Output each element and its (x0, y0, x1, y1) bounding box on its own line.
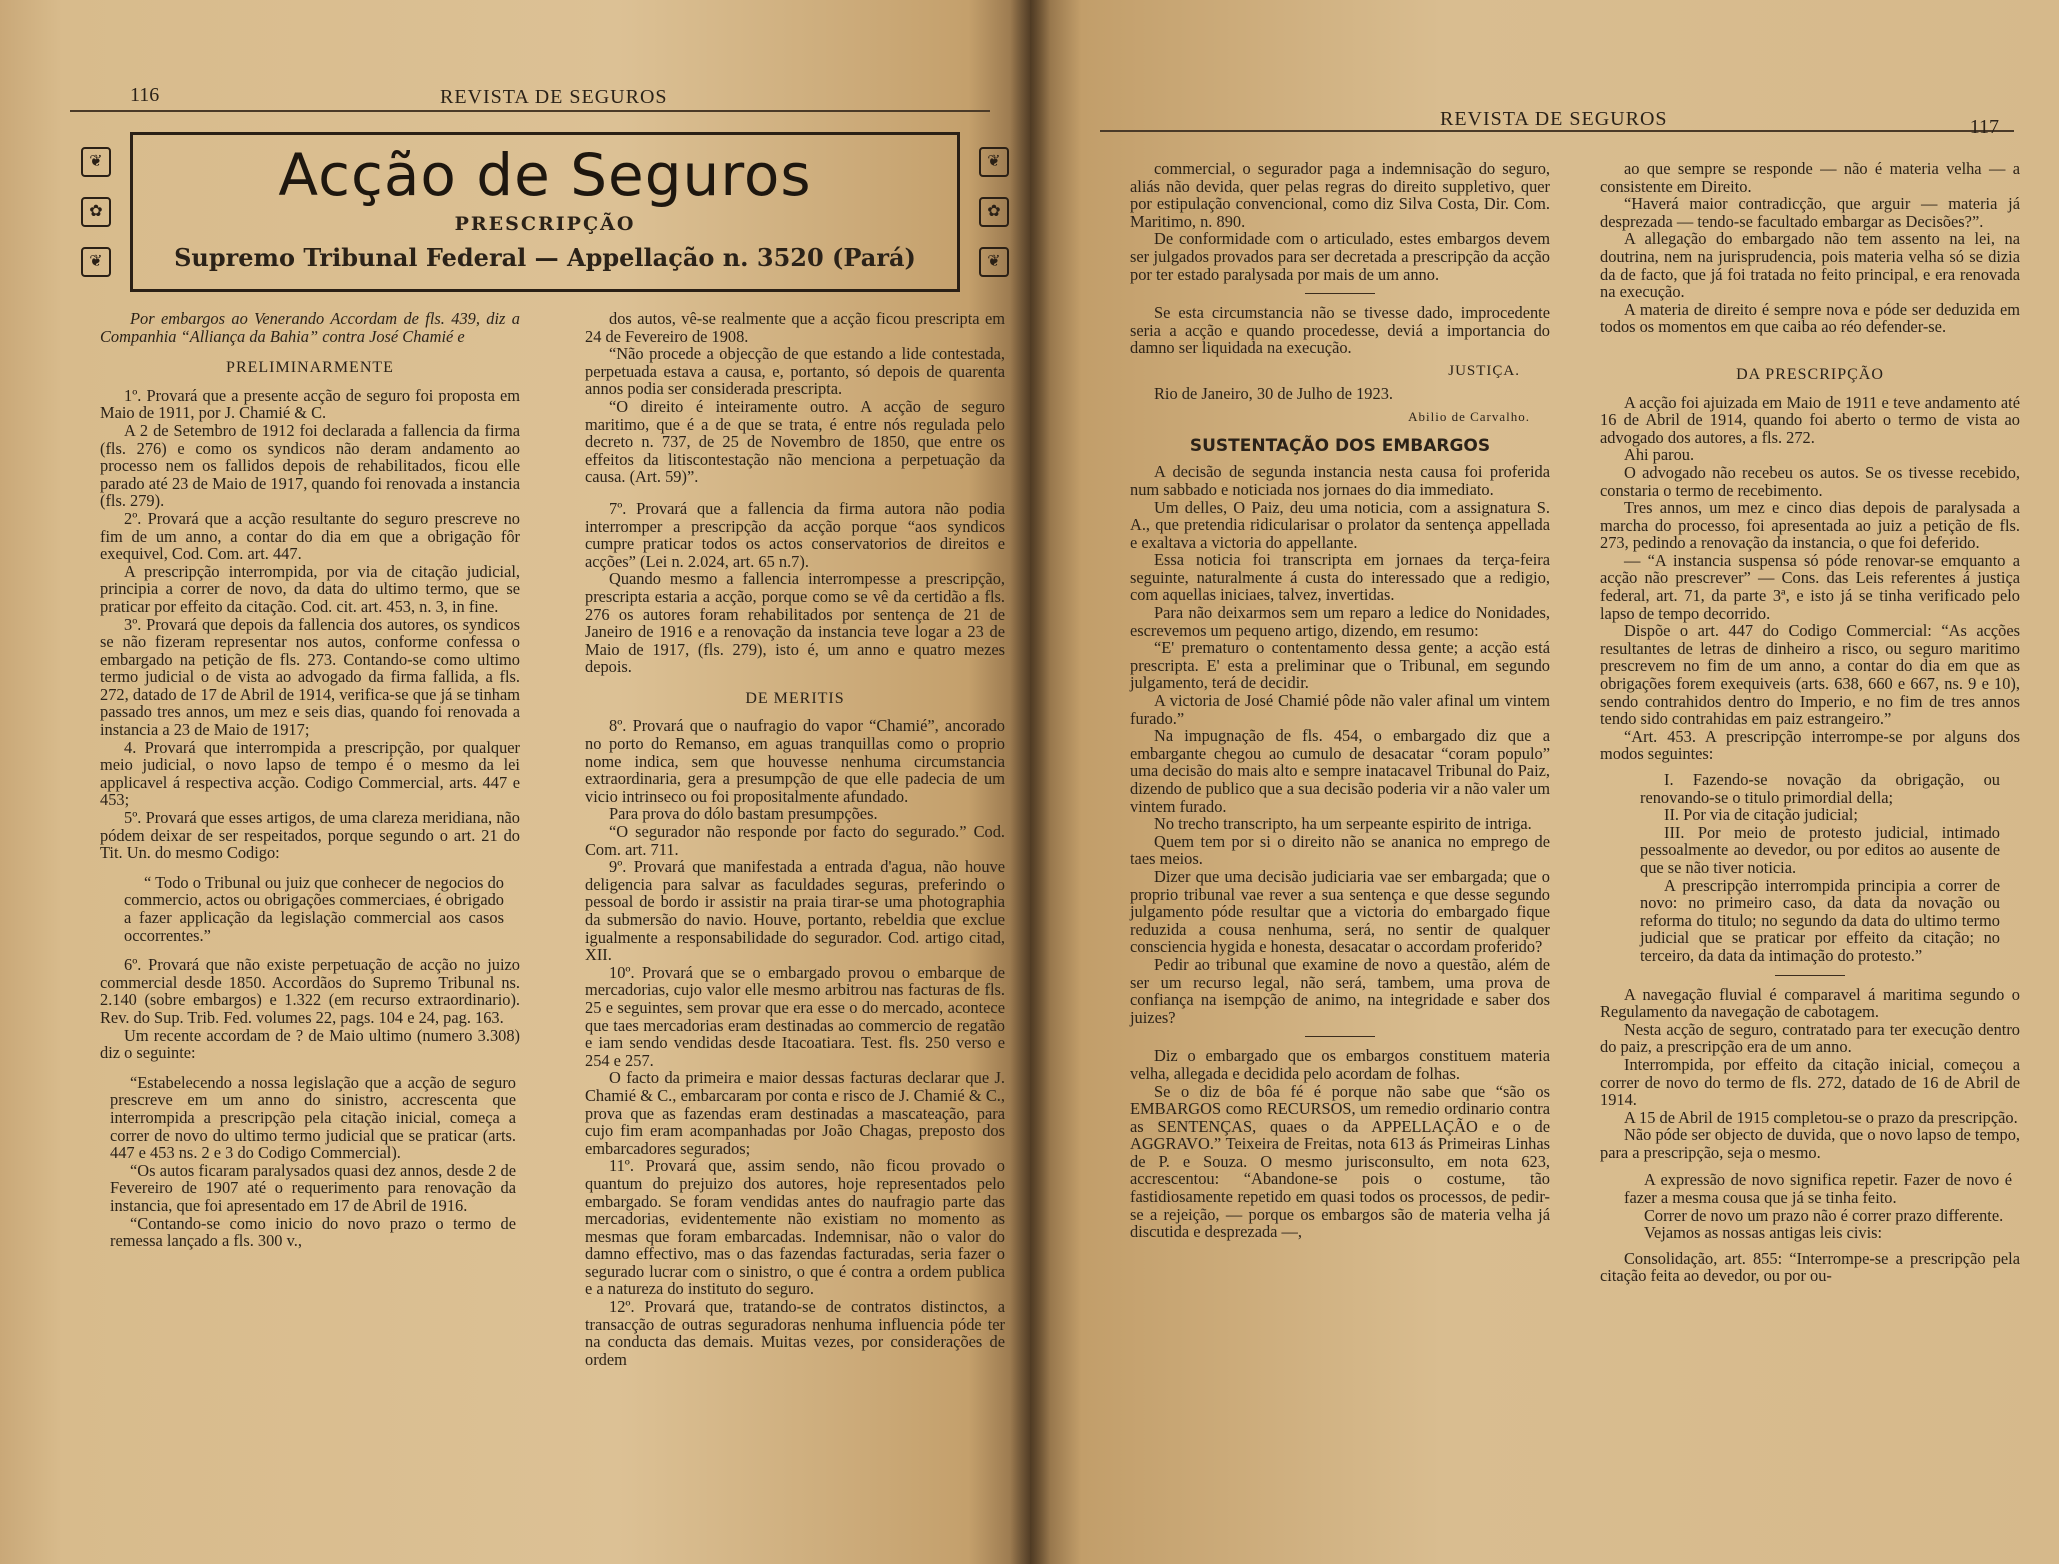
page-number: 116 (130, 84, 160, 106)
paragraph: Quem tem por si o direito não se ananica no emprego de taes meios. (1130, 831, 1550, 869)
section-heading: DA PRESCRIPÇÃO (1736, 365, 1884, 383)
ornament-icon: ❦ (979, 147, 1009, 177)
date-line: Rio de Janeiro, 30 de Julho de 1923. (1154, 383, 1393, 403)
right-page (1030, 0, 2059, 1564)
paragraph: Na impugnação de fls. 454, o embargado diz que a embargante chegou ao cumulo de desacatar “coram populo” uma decisão do mais alto e sempre inatacavel Tribunal do Paiz, dizendo de publico que a sua decisão poderia vir a não valer um vintem furado. (1130, 726, 1550, 816)
paragraph: 12º. Provará que, tratando-se de contratos distinctos, a transacção de outras seguradoras nenhuma influencia póde ter na conducta das demais. Muitas vezes, por considerações de ordem (585, 1297, 1005, 1369)
paragraph: A acção foi ajuizada em Maio de 1911 e teve andamento até 16 de Abril de 1914, quando foi aberto o termo de vista ao advogado dos autores, a fls. 272. (1600, 392, 2020, 447)
paragraph: “O direito é inteiramente outro. A acção de seguro maritimo, que é a de que se trata, é entre nós regulada pelo decreto n. 737, de 25 de Novembro de 1850, que entre os effeitos da litiscontestação não menciona a perpetuação da causa. (Art. 59)”. (585, 396, 1005, 487)
paragraph: Pedir ao tribunal que examine de novo a questão, além de ser um recurso legal, não será, tambem, uma prova de confiança na isempção de animo, na integridade e saber dos juizes? (1130, 954, 1550, 1027)
paragraph: A prescripção interrompida, por via de citação judicial, principia a correr de novo, da data do ultimo termo, que se praticar por effeito da citação. Cod. cit. art. 453, n. 3, in fine. (100, 561, 520, 616)
paragraph: Se o diz de bôa fé é porque não sabe que “são os EMBARGOS como RECURSOS, um remedio ordinario contra as SENTENÇAS, quaes o da APPELLAÇÃO e o de AGGRAVO.” Teixeira de Freitas, nota 613 ás Primeiras Linhas de P. e Souza. O mesmo jurisconsulto, em nota 623, accrescentou: “Abandone-se pois o costume, tão fastidiosamente repetido em quasi todos os processos, de pedir-se a rejeição, — porque os embargos são de materia velha já discutida e desprezada —, (1130, 1081, 1550, 1242)
section-heading: PRELIMINARMENTE (226, 359, 394, 377)
paragraph: 11º. Provará que, assim sendo, não ficou provado o quantum do prejuizo dos autores, hoje representados pelo embargado. Se foram vendidas antes do naufragio parte das mercadorias, evidentemente não existiam no momento as mesmas que foram embarcadas. Indemnisar, não o valor do damno effectivo, mas o das fazendas facturadas, seria fazer o segurado lucrar com o sinistro, o que é contra a ordem publica e a natureza do instituto do seguro. (585, 1156, 1005, 1299)
court-line: Supremo Tribunal Federal — Appellação n. 3520 (Pará) (174, 243, 916, 272)
divider (1305, 1036, 1375, 1037)
paragraph: dos autos, vê-se realmente que a acção ficou prescripta em 24 de Fevereiro de 1908. (585, 309, 1005, 346)
paragraph: — “A instancia suspensa só póde renovar-se emquanto a acção não prescrever” — Cons. das Leis referentes á justiça federal, art. 71, da parte 3ª, e isto já se tinha verificado pelo lapso de tempo decorrido. (1600, 550, 2020, 623)
paragraph: “Art. 453. A prescripção interrompe-se por alguns dos modos seguintes: (1600, 726, 2020, 764)
paragraph: A navegação fluvial é comparavel á maritima segundo o Regulamento da navegação de cabotagem. (1600, 984, 2020, 1022)
block-quote (1624, 1171, 2012, 1241)
paragraph: Quando mesmo a fallencia interrompesse a prescripção, prescripta estaria a acção, porque como se vê da certidão a fls. 276 os autores foram rehabilitados por sentença de 21 de Janeiro de 1916 e a renovação da instancia teve logar a 23 de Maio de 1917, (fls. 279), isto é, um anno e quatro mezes depois. (585, 569, 1005, 677)
paragraph: 2º. Provará que a acção resultante do seguro prescreve no fim de um anno, a contar do dia em que a obrigação fôr exequivel, Cod. Com. art. 447. (100, 508, 520, 564)
paragraph: Nesta acção de seguro, contratado para ter execução dentro do paiz, a prescripção era de um anno. (1600, 1019, 2020, 1057)
paragraph: 10º. Provará que se o embargado provou o embarque de mercadorias, cujo valor elle mesmo arbitrou nas facturas de fls. 25 e seguintes, sem provar que era esse o do mercado, acontece que taes mercadorias eram destinadas ao commercio de regatão e iam sendo vendidas desde Itacoatiara. Test. fls. 250 verso e 254 e 257. (585, 962, 1005, 1070)
paragraph: Dizer que uma decisão judiciaria vae ser embargada; que o proprio tribunal vae rever a sua sentença e que desse segundo julgamento póde resultar que a victoria do embargado fique reduzida a cousa nenhuma, será, no sentir de qualquer consciencia hygida e honesta, desacatar o accordam proferido? (1130, 866, 1550, 957)
paragraph: “Não procede a objecção de que estando a lide contestada, perpetuada estava a causa, e, portanto, só depois de quarenta annos podia ser considerada prescripta. (585, 344, 1005, 399)
column-right-1 (1130, 160, 1550, 1241)
book-gutter (1010, 0, 1050, 1564)
ornament-icon: ❦ (81, 247, 111, 277)
article-title: Acção de Seguros (278, 141, 812, 209)
paragraph: 9º. Provará que manifestada a entrada d'agua, não houve deligencia para salvar as faculdades seguras, preferindo o pessoal de bordo ir assistir na praia tirar-se uma photographia da submersão do navio. Houve, portanto, rebeldia que exclue igualmente a responsabilidade do segurador. Cod. artigo citad, XII. (585, 857, 1005, 965)
list-item: I. Fazendo-se novação da obrigação, ou renovando-se o titulo primordial della; (1640, 770, 2000, 807)
paragraph: Ahi parou. (1624, 445, 1695, 465)
column-left-2 (585, 310, 1005, 1368)
paragraph: O advogado não recebeu os autos. Se os tivesse recebido, constaria o termo de recebimento. (1600, 462, 2020, 500)
section-heading: SUSTENTAÇÃO DOS EMBARGOS (1189, 435, 1491, 456)
paragraph: A victoria de José Chamié pôde não valer afinal um vintem furado.” (1130, 691, 1550, 728)
paragraph: Consolidação, art. 855: “Interrompe-se a prescripção pela citação feita ao devedor, ou por ou- (1600, 1248, 2020, 1286)
column-right-2 (1600, 160, 2020, 1285)
intro-paragraph: Por embargos ao Venerando Accordam de fls. 439, diz a Companhia “Alliança da Bahia” contra José Chamié e (100, 309, 520, 346)
block-quote (110, 1074, 516, 1250)
divider (1305, 293, 1375, 294)
paragraph: Um delles, O Paiz, deu uma noticia, com a assignatura S. A., que pretendia ridicularisar o prolator da sentença appellada e exaltava a victoria do appellante. (1130, 497, 1550, 552)
divider (1775, 975, 1845, 976)
ornament-icon: ✿ (81, 197, 111, 227)
article-list (1640, 771, 2000, 965)
paragraph: 7º. Provará que a fallencia da firma autora não podia interromper a prescripção da acção porque “aos syndicos cumpre praticar todos os actos conservatorios de direitos e acções” (Lei n. 2.024, art. 65 n.7). (585, 498, 1005, 571)
paragraph: 4. Provará que interrompida a prescripção, por qualquer meio judicial, o novo lapso de tempo é o mesmo da lei applicavel á respectiva acção. Codigo Commercial, arts. 447 e 453; (100, 737, 520, 810)
block-quote (124, 874, 504, 944)
ornament-icon: ✿ (979, 197, 1009, 227)
paragraph: Para prova do dólo bastam presumpções. (609, 804, 878, 824)
article-subtitle: PRESCRIPÇÃO (454, 213, 636, 235)
paragraph: No trecho transcripto, ha um serpeante espirito de intriga. (1154, 814, 1532, 834)
ornament-icon: ❦ (979, 247, 1009, 277)
running-title: REVISTA DE SEGUROS (440, 86, 668, 108)
paragraph: “O segurador não responde por facto do segurado.” Cod. Com. art. 711. (585, 822, 1005, 859)
paragraph: Se esta circumstancia não se tivesse dado, improcedente seria a acção e quando procedesse, deviá a importancia do damno ser liquidada na execução. (1130, 303, 1550, 358)
paragraph: A 2 de Setembro de 1912 foi declarada a fallencia da firma (fls. 276) e como os syndicos não deram andamento ao processo nem os fallidos depois de rehabilitados, ficou elle parado até 23 de Maio de 1917, quando foi renovada a instancia (fls. 279). (100, 420, 520, 511)
page-number: 117 (1969, 116, 1999, 138)
paragraph: Para não deixarmos sem um reparo a ledice do Nonidades, escrevemos um pequeno artigo, dizendo, em resumo: (1130, 603, 1550, 640)
paragraph: De conformidade com o articulado, estes embargos devem ser julgados provados para ser decretada a prescripção da acção por ter estado paralysada por mais de um anno. (1130, 229, 1550, 284)
quote-text: “Contando-se como inicio do novo prazo o termo de remessa lançado a fls. 300 v., (110, 1213, 516, 1251)
paragraph: “E' prematuro o contentamento dessa gente; a acção está prescripta. E' esta a preliminar que o Tribunal, em segundo julgamento, terá de decidir. (1130, 638, 1550, 693)
quote-text: “Os autos ficaram paralysados quasi dez annos, desde 2 de Fevereiro de 1907 até o requerimento para renovação da instancia, que foi apresentado em 17 de Abril de 1916. (110, 1160, 516, 1215)
paragraph: 1º. Provará que a presente acção de seguro foi proposta em Maio de 1911, por J. Chamié & C. (100, 385, 520, 423)
paragraph: A allegação do embargado não tem assento na lei, na doutrina, nem na jurisprudencia, pois materia velha só se dizia da de facto, que já foi tratada no feito principal, e era renovada na execução. (1600, 229, 2020, 302)
quote-text: A expressão de novo significa repetir. Fazer de novo é fazer a mesma cousa que já se tinha feito. (1624, 1170, 2012, 1208)
paragraph: A materia de direito é sempre nova e póde ser deduzida em todos os momentos em que caiba ao réo defender-se. (1600, 299, 2020, 337)
paragraph: Diz o embargado que os embargos constituem materia velha, allegada e decidida pelo acordam de folhas. (1130, 1046, 1550, 1083)
paragraph: commercial, o segurador paga a indemnisação do seguro, aliás não devida, quer pelas regras do direito suppletivo, quer por estipulação convencional, como diz Silva Costa, Dir. Com. Maritimo, n. 890. (1130, 159, 1550, 231)
paragraph: Um recente accordam de ? de Maio ultimo (numero 3.308) diz o seguinte: (100, 1025, 520, 1063)
running-title: REVISTA DE SEGUROS (1440, 108, 1668, 130)
quote-text: Correr de novo um prazo não é correr prazo differente. (1644, 1205, 2004, 1225)
ornament-icon: ❦ (81, 147, 111, 177)
paragraph: “Haverá maior contradicção, que arguir — materia já desprezada — tendo-se facultado embargar as Decisões?”. (1600, 194, 2020, 231)
paragraph: A 15 de Abril de 1915 completou-se o prazo da prescripção. (1624, 1107, 2018, 1127)
paragraph: 6º. Provará que não existe perpetuação de acção no juizo commercial desde 1850. Accordãos do Supremo Tribunal ns. 2.140 (sobre embargos) e 1.322 (em recurso extraordinario). Rev. do Sup. Trib. Fed. volumes 22, pags. 104 e 24, pag. 163. (100, 955, 520, 1027)
list-item: II. Por via de citação judicial; (1664, 805, 1858, 825)
paragraph: O facto da primeira e maior dessas facturas declarar que J. Chamié & C., embarcaram por conta e risco de J. Chamié & C., prova que as fazendas eram destinadas a mascateação, para cujo fim eram acompanhadas por João Chagas, preposto dos embarcadores segurados; (585, 1068, 1005, 1158)
section-heading: DE MERITIS (745, 689, 845, 707)
article-banner (89, 132, 1001, 292)
paragraph: Tres annos, um mez e cinco dias depois de paralysada a marcha do processo, foi apresentada ao juiz a petição de fls. 273, pedindo a renovação da instancia, o que foi deferido. (1600, 498, 2020, 553)
paragraph: 8º. Provará que o naufragio do vapor “Chamié”, ancorado no porto do Remanso, em aguas tranquillas como o proprio nome indica, sem que houvesse nenhuma circumstancia extraordinaria, gera a presumpção de que elle padecia de um vicio intrinseco ou foi propositalmente afundado. (585, 716, 1005, 806)
quote-text: “Estabelecendo a nossa legislação que a acção de seguro prescreve em um anno do sinistro, accrescenta que interrompida a prescripção pela citação inicial, começa a correr de novo do ultimo termo judicial que se praticar (arts. 447 e 453 ns. 2 e 3 do Codigo Commercial). (110, 1072, 516, 1163)
running-head (70, 70, 990, 112)
signature: Abilio de Carvalho. (1408, 409, 1530, 425)
paragraph: 3º. Provará que depois da fallencia dos autores, os syndicos se não fizeram representar nos autos, conforme confessa o embargado na petição de fls. 273. Contando-se como ultimo termo judicial o de vista ao advogado da firma fallida, a fls. 272, datado de 17 de Abril de 1914, verifica-se que já se tinham passado tres annos, um mez e seis dias, quando foi renovada a instancia a 23 de Maio de 1917; (100, 614, 520, 740)
running-head (1100, 90, 2014, 138)
paragraph: 5º. Provará que esses artigos, de uma clareza meridiana, não pódem deixar de ser respeitados, porque segundo o art. 21 do Tit. Un. do mesmo Codigo: (100, 808, 520, 863)
list-item: III. Por meio de protesto judicial, intimado pessoalmente ao devedor, ou por editos ao ausente de que se não tiver noticia. (1640, 822, 2000, 877)
justica-line: JUSTIÇA. (1448, 362, 1520, 379)
paragraph: Interrompida, por effeito da citação inicial, começou a correr de novo do termo de fls. 272, datado de 16 de Abril de 1914. (1600, 1054, 2020, 1110)
column-left-1 (100, 310, 520, 1262)
paragraph: ao que sempre se responde — não é materia velha — a consistente em Direito. (1600, 159, 2020, 196)
quote-text: “ Todo o Tribunal ou juiz que conhecer de negocios do commercio, actos ou obrigações commerciaes, é obrigado a fazer applicação da legislação commercial aos casos occorrentes.” (124, 872, 504, 945)
paragraph: Essa noticia foi transcripta em jornaes da terça-feira seguinte, naturalmente á custa do interessado que a redigio, com aquellas iniciaes, talvez, invertidas. (1130, 550, 1550, 605)
paragraph: Dispõe o art. 447 do Codigo Commercial: “As acções resultantes de letras de dinheiro a risco, ou seguro maritimo prescrevem no fim de um anno, a contar do dia em que as obrigações forem exequiveis (arts. 638, 660 e 667, ns. 9 e 10), sendo contrahidos dentro do Imperio, e no fim de tres annos tendo sido contrahidas em paiz estrangeiro.” (1600, 621, 2020, 729)
paragraph: Não póde ser objecto de duvida, que o novo lapso de tempo, para a prescripção, seja o mesmo. (1600, 1125, 2020, 1162)
paragraph: A decisão de segunda instancia nesta causa foi proferida num sabbado e noticiada nos jornaes do dia immediato. (1130, 462, 1550, 499)
quote-text: Vejamos as nossas antigas leis civis: (1644, 1223, 1883, 1243)
list-item: A prescripção interrompida principia a correr de novo: no primeiro caso, da data da novação ou reforma do titulo; no segundo da data do ultimo termo judicial que se praticar por effeito da citação; no terceiro, da data da intimação do protesto.” (1640, 875, 2000, 965)
